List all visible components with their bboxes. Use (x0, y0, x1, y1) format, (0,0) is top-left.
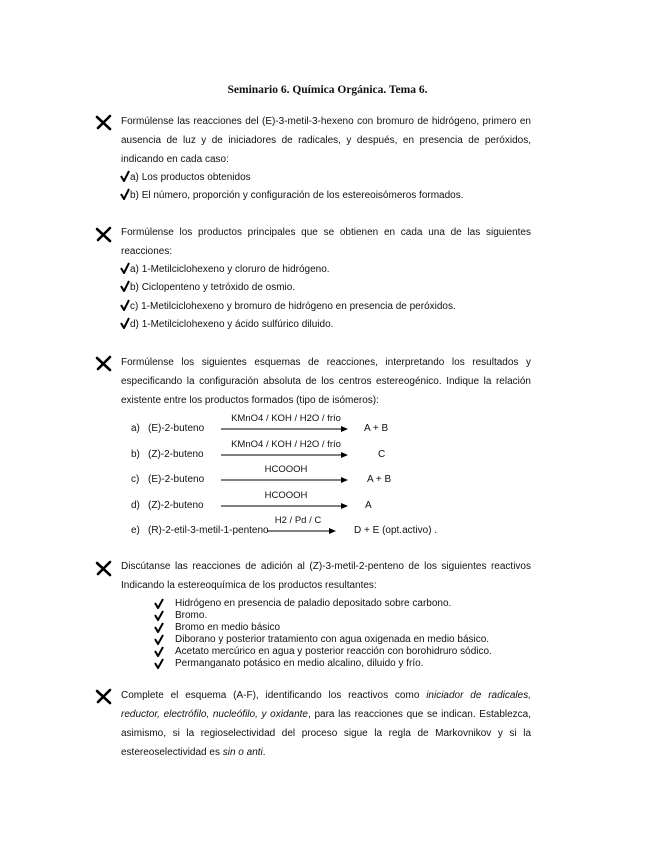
q2-item-b: b) Ciclopenteno y tetróxido de osmio. (120, 279, 295, 297)
reaction-arrow (221, 451, 351, 459)
q2-item-c: c) 1-Metilciclohexeno y bromuro de hidrógeno en presencia de peróxidos. (120, 298, 456, 316)
cross-mark-icon (95, 560, 113, 578)
check-tick-icon (120, 188, 130, 200)
cross-mark-icon (95, 226, 113, 244)
cross-mark-icon (95, 355, 113, 373)
check-tick-icon (120, 170, 130, 182)
check-tick-icon (154, 622, 164, 633)
page-title: Seminario 6. Química Orgánica. Tema 6. (227, 84, 428, 96)
check-tick-icon (120, 262, 130, 274)
check-tick-icon (154, 598, 164, 609)
question-1-text: Formúlense las reacciones del (E)-3-metil-3-hexeno con bromuro de hidrógeno, primero en ausencia de luz y de iniciadores de radicales, y después, en presencia de peróxidos, indicando en cada caso: (121, 116, 531, 165)
check-tick-icon (154, 658, 164, 669)
question-5-text: Complete el esquema (A-F), identificando los reactivos como iniciador de radicales, reductor, electrófilo, nucleófilo, y oxidante, para las reacciones que se indican. Establezca, asimismo, si la regioselectividad del proceso sigue la regla de Markovnikov y si la estereoselectividad es sin o anti. (121, 690, 532, 758)
q1-item-b: b) El número, proporción y configuración de los estereoisómeros formados. (120, 187, 464, 205)
q1-item-a: a) Los productos obtenidos (120, 169, 251, 187)
check-tick-icon (120, 299, 130, 311)
reaction-arrow (221, 502, 351, 510)
reaction-a: a) (E)-2-buteno KMnO4 / KOH / H2O / frío A + B (131, 413, 389, 434)
q2-item-d: d) 1-Metilciclohexeno y ácido sulfúrico diluido. (120, 316, 333, 334)
question-3-text: Formúlense los siguientes esquemas de reacciones, interpretando los resultados y especificando la configuración absoluta de los centros estereogénico. Indique la relación existente entre los productos formados (tipo de isómeros): (121, 357, 531, 406)
reaction-arrow (267, 527, 339, 535)
question-4-text: Discútanse las reacciones de adición al (Z)-3-metil-2-penteno de los siguientes reactivos Indicando la estereoquímica de los productos resultantes: (121, 561, 531, 591)
check-tick-icon (120, 280, 130, 292)
reaction-e: e) (R)-2-etil-3-metil-1-penteno H2 / Pd / C D + E (opt.activo) . (131, 515, 438, 536)
reaction-d: d) (Z)-2-buteno HCOOOH A (131, 490, 372, 511)
check-tick-icon (154, 634, 164, 645)
reaction-c: c) (E)-2-buteno HCOOOH A + B (131, 464, 392, 485)
q2-item-a: a) 1-Metilciclohexeno y cloruro de hidrógeno. (120, 261, 330, 279)
check-tick-icon (120, 317, 130, 329)
reaction-b: b) (Z)-2-buteno KMnO4 / KOH / H2O / frío C (131, 439, 386, 460)
check-tick-icon (154, 646, 164, 657)
check-tick-icon (154, 610, 164, 621)
cross-mark-icon (95, 114, 113, 132)
reaction-arrow (221, 425, 351, 433)
reaction-arrow (221, 476, 351, 484)
cross-mark-icon (95, 688, 113, 706)
question-2-text: Formúlense los productos principales que se obtienen en cada una de las siguientes reacciones: (121, 227, 531, 257)
